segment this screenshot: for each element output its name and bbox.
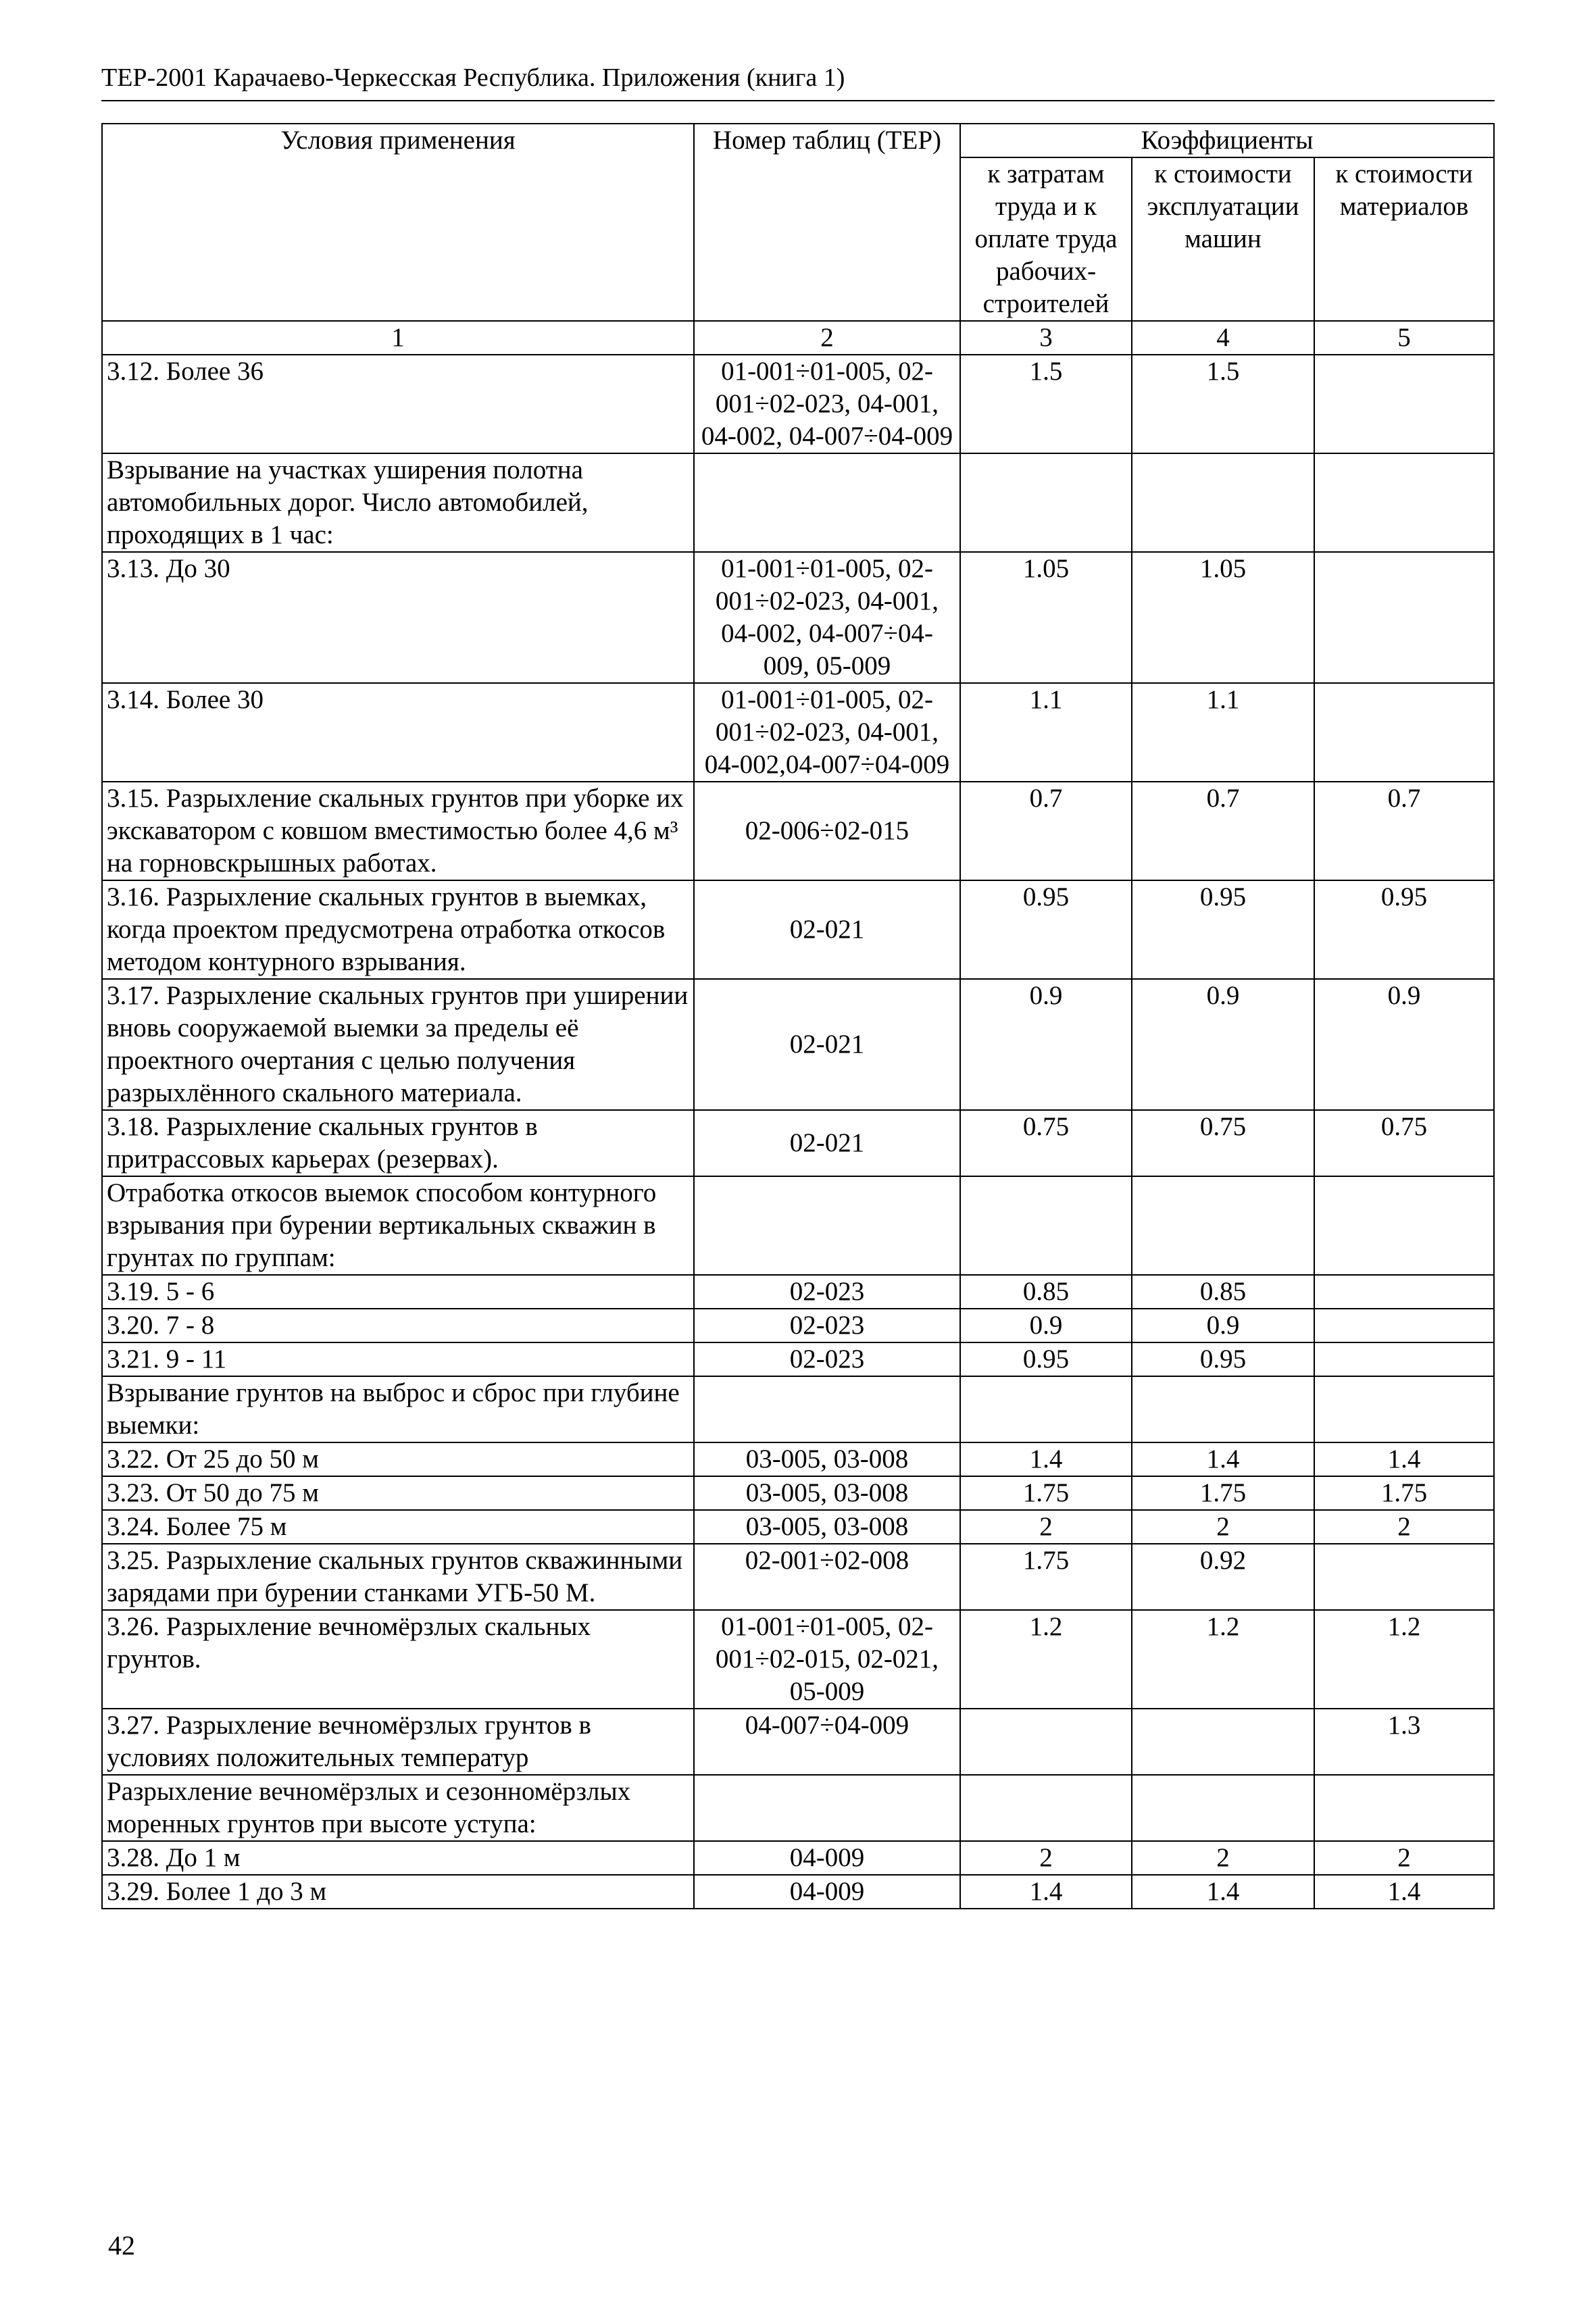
- machines-coefficient-cell: 0.7: [1132, 782, 1314, 880]
- machines-coefficient-cell: 0.95: [1132, 880, 1314, 979]
- column-number: 5: [1314, 321, 1494, 355]
- coefficients-table: [101, 123, 1495, 1909]
- table-row: [102, 1709, 1494, 1775]
- table-row: [102, 552, 1494, 683]
- materials-coefficient-cell: [1314, 1176, 1494, 1275]
- condition-cell: 3.18. Разрыхление скальных грунтов в притрассовых карьерах (резервах).: [102, 1110, 694, 1176]
- materials-coefficient-cell: 1.3: [1314, 1709, 1494, 1775]
- table-row: [102, 1176, 1494, 1275]
- table-row: [102, 1110, 1494, 1176]
- table-row: [102, 782, 1494, 880]
- table-number-cell: [694, 453, 960, 552]
- condition-cell: Взрывание грунтов на выброс и сброс при глубине выемки:: [102, 1376, 694, 1442]
- column-number: 1: [102, 321, 694, 355]
- condition-cell: 3.27. Разрыхление вечномёрзлых грунтов в условиях положительных температур: [102, 1709, 694, 1775]
- labor-coefficient-cell: 1.75: [960, 1544, 1132, 1610]
- materials-coefficient-cell: 0.7: [1314, 782, 1494, 880]
- condition-cell: Взрывание на участках уширения полотна автомобильных дорог. Число автомобилей, проходящих в 1 час:: [102, 453, 694, 552]
- machines-coefficient-cell: 0.85: [1132, 1275, 1314, 1309]
- table-number-cell: 02-021: [694, 979, 960, 1110]
- header-coefficients: Коэффициенты: [960, 124, 1494, 157]
- materials-coefficient-cell: 0.9: [1314, 979, 1494, 1110]
- labor-coefficient-cell: 0.85: [960, 1275, 1132, 1309]
- table-row: [102, 979, 1494, 1110]
- page-number: 42: [108, 2230, 135, 2261]
- labor-coefficient-cell: 0.7: [960, 782, 1132, 880]
- table-row: [102, 1775, 1494, 1841]
- materials-coefficient-cell: 0.95: [1314, 880, 1494, 979]
- machines-coefficient-cell: [1132, 1709, 1314, 1775]
- materials-coefficient-cell: 2: [1314, 1510, 1494, 1544]
- condition-cell: 3.17. Разрыхление скальных грунтов при уширении вновь сооружаемой выемки за пределы её проектного очертания с целью получения разрыхлённого скального материала.: [102, 979, 694, 1110]
- machines-coefficient-cell: 0.95: [1132, 1342, 1314, 1376]
- table-number-cell: [694, 1376, 960, 1442]
- table-row: [102, 1544, 1494, 1610]
- table-row: [102, 1875, 1494, 1909]
- header-labor: к затратам труда и к оплате труда рабочих-строителей: [960, 157, 1132, 321]
- machines-coefficient-cell: 1.05: [1132, 552, 1314, 683]
- labor-coefficient-cell: 1.4: [960, 1875, 1132, 1909]
- table-number-cell: 01-001÷01-005, 02-001÷02-015, 02-021, 05-009: [694, 1610, 960, 1709]
- machines-coefficient-cell: [1132, 1775, 1314, 1841]
- labor-coefficient-cell: 1.4: [960, 1442, 1132, 1476]
- labor-coefficient-cell: 0.95: [960, 880, 1132, 979]
- materials-coefficient-cell: [1314, 1376, 1494, 1442]
- materials-coefficient-cell: [1314, 355, 1494, 453]
- condition-cell: 3.16. Разрыхление скальных грунтов в выемках, когда проектом предусмотрена отработка откосов методом контурного взрывания.: [102, 880, 694, 979]
- machines-coefficient-cell: 0.92: [1132, 1544, 1314, 1610]
- table-number-cell: 04-009: [694, 1841, 960, 1875]
- machines-coefficient-cell: 0.75: [1132, 1110, 1314, 1176]
- labor-coefficient-cell: 0.9: [960, 1309, 1132, 1342]
- condition-cell: 3.28. До 1 м: [102, 1841, 694, 1875]
- condition-cell: 3.24. Более 75 м: [102, 1510, 694, 1544]
- machines-coefficient-cell: 0.9: [1132, 1309, 1314, 1342]
- labor-coefficient-cell: 1.5: [960, 355, 1132, 453]
- materials-coefficient-cell: [1314, 1342, 1494, 1376]
- labor-coefficient-cell: 1.05: [960, 552, 1132, 683]
- labor-coefficient-cell: [960, 453, 1132, 552]
- header-conditions: Условия применения: [102, 124, 694, 321]
- column-number: 3: [960, 321, 1132, 355]
- table-number-cell: 04-009: [694, 1875, 960, 1909]
- table-number-cell: 01-001÷01-005, 02-001÷02-023, 04-001, 04-002, 04-007÷04-009, 05-009: [694, 552, 960, 683]
- labor-coefficient-cell: [960, 1709, 1132, 1775]
- page-header: ТЕР-2001 Карачаево-Черкесская Республика. Приложения (книга 1): [101, 64, 845, 92]
- table-row: [102, 1610, 1494, 1709]
- machines-coefficient-cell: [1132, 1176, 1314, 1275]
- labor-coefficient-cell: 1.1: [960, 683, 1132, 782]
- table-row: [102, 1442, 1494, 1476]
- table-number-cell: 01-001÷01-005, 02-001÷02-023, 04-001, 04-002, 04-007÷04-009: [694, 355, 960, 453]
- table-number-cell: 02-021: [694, 1110, 960, 1176]
- labor-coefficient-cell: 0.75: [960, 1110, 1132, 1176]
- materials-coefficient-cell: 1.4: [1314, 1875, 1494, 1909]
- table-row: [102, 1342, 1494, 1376]
- labor-coefficient-cell: 1.2: [960, 1610, 1132, 1709]
- header-materials: к стоимости материалов: [1314, 157, 1494, 321]
- materials-coefficient-cell: 2: [1314, 1841, 1494, 1875]
- materials-coefficient-cell: [1314, 1275, 1494, 1309]
- machines-coefficient-cell: 2: [1132, 1510, 1314, 1544]
- machines-coefficient-cell: 0.9: [1132, 979, 1314, 1110]
- table-row: [102, 1309, 1494, 1342]
- machines-coefficient-cell: 1.2: [1132, 1610, 1314, 1709]
- condition-cell: 3.19. 5 - 6: [102, 1275, 694, 1309]
- table-number-cell: 01-001÷01-005, 02-001÷02-023, 04-001, 04-002,04-007÷04-009: [694, 683, 960, 782]
- condition-cell: 3.15. Разрыхление скальных грунтов при уборке их экскаватором с ковшом вместимостью более 4,6 м³ на горновскрышных работах.: [102, 782, 694, 880]
- machines-coefficient-cell: 1.5: [1132, 355, 1314, 453]
- materials-coefficient-cell: [1314, 1775, 1494, 1841]
- table-row: [102, 1841, 1494, 1875]
- table-number-cell: 02-023: [694, 1342, 960, 1376]
- materials-coefficient-cell: 1.75: [1314, 1476, 1494, 1510]
- machines-coefficient-cell: 2: [1132, 1841, 1314, 1875]
- materials-coefficient-cell: [1314, 1309, 1494, 1342]
- condition-cell: 3.26. Разрыхление вечномёрзлых скальных грунтов.: [102, 1610, 694, 1709]
- table-number-cell: 03-005, 03-008: [694, 1510, 960, 1544]
- labor-coefficient-cell: 0.95: [960, 1342, 1132, 1376]
- labor-coefficient-cell: 0.9: [960, 979, 1132, 1110]
- table-row: [102, 683, 1494, 782]
- machines-coefficient-cell: 1.75: [1132, 1476, 1314, 1510]
- condition-cell: 3.14. Более 30: [102, 683, 694, 782]
- materials-coefficient-cell: 0.75: [1314, 1110, 1494, 1176]
- machines-coefficient-cell: 1.4: [1132, 1875, 1314, 1909]
- table-number-cell: 02-023: [694, 1275, 960, 1309]
- condition-cell: 3.12. Более 36: [102, 355, 694, 453]
- table-row: [102, 1510, 1494, 1544]
- header-divider: [101, 100, 1495, 101]
- table-row: [102, 1376, 1494, 1442]
- condition-cell: 3.25. Разрыхление скальных грунтов скважинными зарядами при бурении станками УГБ-50 М.: [102, 1544, 694, 1610]
- table-row: [102, 355, 1494, 453]
- header-machines: к стоимости эксплуатации машин: [1132, 157, 1314, 321]
- condition-cell: 3.23. От 50 до 75 м: [102, 1476, 694, 1510]
- table-number-cell: 03-005, 03-008: [694, 1476, 960, 1510]
- condition-cell: Отработка откосов выемок способом контурного взрывания при бурении вертикальных скважин в грунтах по группам:: [102, 1176, 694, 1275]
- materials-coefficient-cell: [1314, 683, 1494, 782]
- table-number-cell: [694, 1775, 960, 1841]
- materials-coefficient-cell: 1.4: [1314, 1442, 1494, 1476]
- machines-coefficient-cell: 1.4: [1132, 1442, 1314, 1476]
- machines-coefficient-cell: [1132, 1376, 1314, 1442]
- labor-coefficient-cell: 1.75: [960, 1476, 1132, 1510]
- table-number-cell: 02-006÷02-015: [694, 782, 960, 880]
- labor-coefficient-cell: [960, 1376, 1132, 1442]
- condition-cell: 3.20. 7 - 8: [102, 1309, 694, 1342]
- header-table-number: Номер таблиц (ТЕР): [694, 124, 960, 321]
- labor-coefficient-cell: [960, 1176, 1132, 1275]
- machines-coefficient-cell: 1.1: [1132, 683, 1314, 782]
- table-row: [102, 880, 1494, 979]
- labor-coefficient-cell: [960, 1775, 1132, 1841]
- column-number: 4: [1132, 321, 1314, 355]
- materials-coefficient-cell: 1.2: [1314, 1610, 1494, 1709]
- table-number-cell: [694, 1176, 960, 1275]
- condition-cell: 3.13. До 30: [102, 552, 694, 683]
- condition-cell: Разрыхление вечномёрзлых и сезонномёрзлых моренных грунтов при высоте уступа:: [102, 1775, 694, 1841]
- materials-coefficient-cell: [1314, 552, 1494, 683]
- column-number: 2: [694, 321, 960, 355]
- table-number-cell: 03-005, 03-008: [694, 1442, 960, 1476]
- table-row: [102, 1476, 1494, 1510]
- condition-cell: 3.22. От 25 до 50 м: [102, 1442, 694, 1476]
- table-number-cell: 02-023: [694, 1309, 960, 1342]
- labor-coefficient-cell: 2: [960, 1841, 1132, 1875]
- materials-coefficient-cell: [1314, 1544, 1494, 1610]
- table-number-cell: 02-021: [694, 880, 960, 979]
- table-number-cell: 04-007÷04-009: [694, 1709, 960, 1775]
- condition-cell: 3.21. 9 - 11: [102, 1342, 694, 1376]
- condition-cell: 3.29. Более 1 до 3 м: [102, 1875, 694, 1909]
- table-number-cell: 02-001÷02-008: [694, 1544, 960, 1610]
- materials-coefficient-cell: [1314, 453, 1494, 552]
- table-row: [102, 1275, 1494, 1309]
- table-row: [102, 453, 1494, 552]
- machines-coefficient-cell: [1132, 453, 1314, 552]
- labor-coefficient-cell: 2: [960, 1510, 1132, 1544]
